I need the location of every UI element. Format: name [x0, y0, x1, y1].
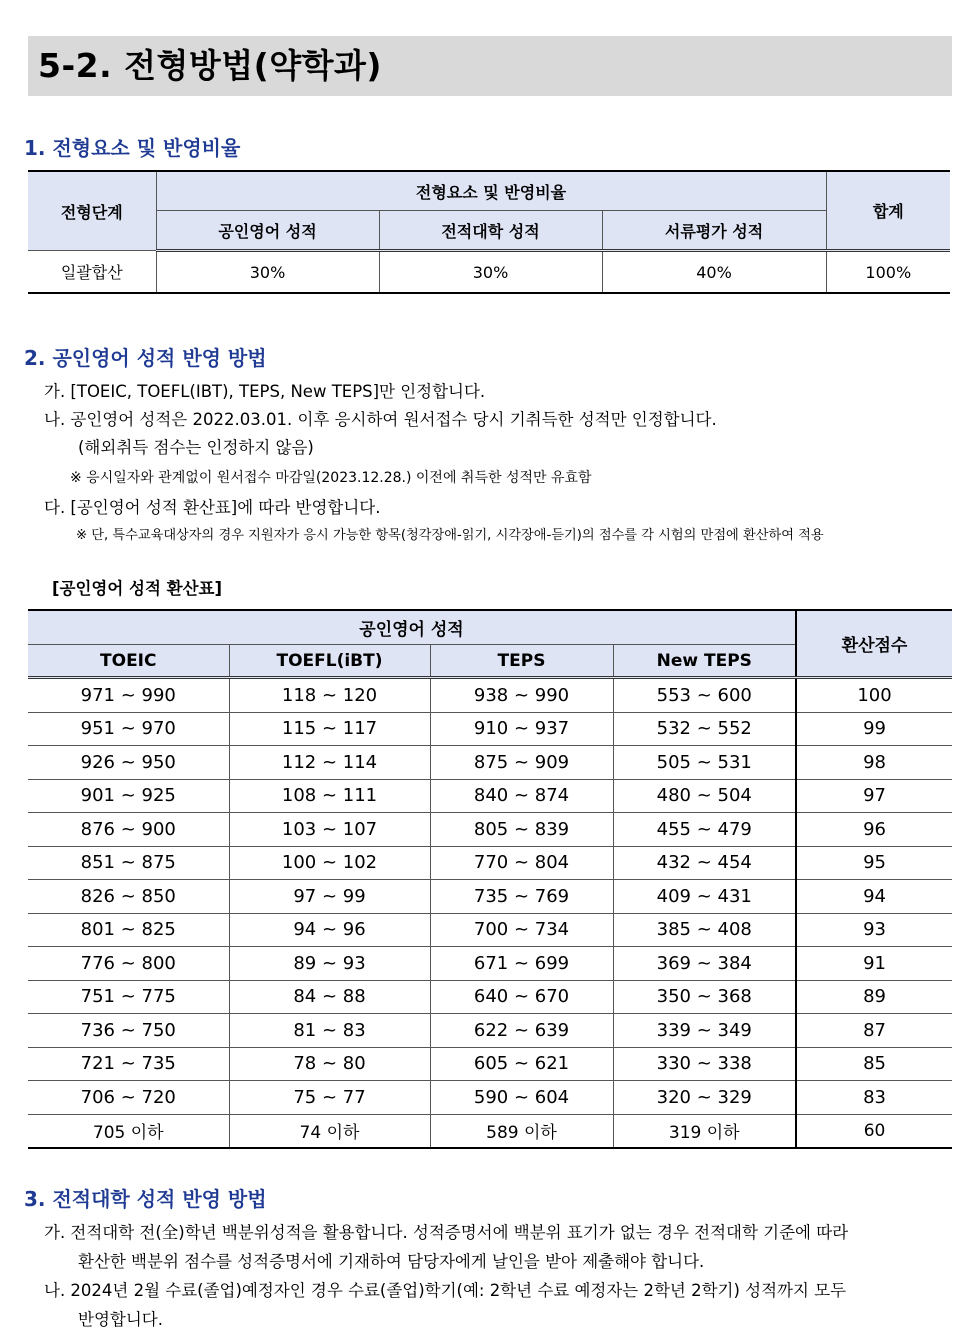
item-da: 다. [공인영어 성적 환산표]에 따라 반영합니다. [44, 498, 381, 517]
cell-range: 339 ~ 349 [613, 1014, 796, 1048]
cell-range: 776 ~ 800 [28, 947, 229, 981]
note-deadline: ※ 응시일자와 관계없이 원서접수 마감일(2023.12.28.) 이전에 취득한 성적만 유효함 [70, 470, 592, 486]
cell-score: 91 [796, 947, 952, 981]
cell-range: 409 ~ 431 [613, 880, 796, 914]
cell-range: 971 ~ 990 [28, 678, 229, 713]
s3-item-ga-line2: 환산한 백분위 점수를 성적증명서에 기재하여 담당자에게 날인을 받아 제출해야 합니다. [78, 1252, 705, 1271]
cell-score: 100 [796, 678, 952, 713]
cell-range: 875 ~ 909 [430, 746, 613, 780]
cell-docs: 40% [602, 251, 826, 294]
item-na: 나. 공인영어 성적은 2022.03.01. 이후 응시하여 원서접수 당시 기취득한 성적만 인정합니다. [44, 410, 717, 429]
cell-score: 97 [796, 779, 952, 813]
table-row [28, 1081, 952, 1115]
cell-range: 951 ~ 970 [28, 712, 229, 746]
cell-range: 589 이하 [430, 1114, 613, 1148]
cell-range: 118 ~ 120 [229, 678, 430, 713]
cell-range: 851 ~ 875 [28, 846, 229, 880]
cell-score: 85 [796, 1047, 952, 1081]
cell-range: 319 이하 [613, 1114, 796, 1148]
item-na-sub: (해외취득 점수는 인정하지 않음) [78, 438, 314, 457]
cell-range: 369 ~ 384 [613, 947, 796, 981]
cell-range: 938 ~ 990 [430, 678, 613, 713]
cell-range: 505 ~ 531 [613, 746, 796, 780]
cell-range: 671 ~ 699 [430, 947, 613, 981]
cell-range: 330 ~ 338 [613, 1047, 796, 1081]
section3-heading: 3. 전적대학 성적 반영 방법 [24, 1187, 267, 1211]
cell-score: 99 [796, 712, 952, 746]
cell-range: 706 ~ 720 [28, 1081, 229, 1115]
cell-range: 876 ~ 900 [28, 813, 229, 847]
ratio-table [28, 170, 950, 294]
cell-score: 60 [796, 1114, 952, 1148]
cell-score: 87 [796, 1014, 952, 1048]
col-english: 공인영어 성적 [156, 211, 379, 251]
table-row [28, 947, 952, 981]
cell-range: 103 ~ 107 [229, 813, 430, 847]
cell-range: 94 ~ 96 [229, 913, 430, 947]
cell-range: 700 ~ 734 [430, 913, 613, 947]
cell-range: 108 ~ 111 [229, 779, 430, 813]
cell-range: 605 ~ 621 [430, 1047, 613, 1081]
table-row [28, 1047, 952, 1081]
cell-score: 95 [796, 846, 952, 880]
table-row [28, 846, 952, 880]
col-stage: 전형단계 [28, 171, 156, 251]
cell-score: 93 [796, 913, 952, 947]
cell-score: 94 [796, 880, 952, 914]
cell-range: 805 ~ 839 [430, 813, 613, 847]
note-special: ※ 단, 특수교육대상자의 경우 지원자가 응시 가능한 항목(청각장애-읽기, 시각장애-듣기)의 점수를 각 시험의 만점에 환산하여 적용 [76, 528, 824, 543]
cell-range: 112 ~ 114 [229, 746, 430, 780]
cell-score: 98 [796, 746, 952, 780]
s3-item-na-line2: 반영합니다. [78, 1310, 163, 1329]
cell-range: 735 ~ 769 [430, 880, 613, 914]
col-header: New TEPS [613, 645, 796, 678]
cell-range: 480 ~ 504 [613, 779, 796, 813]
section1-heading: 1. 전형요소 및 반영비율 [24, 136, 241, 160]
table-row [28, 1114, 952, 1148]
cell-range: 97 ~ 99 [229, 880, 430, 914]
cell-range: 74 이하 [229, 1114, 430, 1148]
table-row [28, 1014, 952, 1048]
cell-score: 96 [796, 813, 952, 847]
cell-range: 721 ~ 735 [28, 1047, 229, 1081]
col-total: 합계 [826, 171, 950, 251]
cell-college: 30% [379, 251, 602, 294]
col-college: 전적대학 성적 [379, 211, 602, 251]
cell-range: 553 ~ 600 [613, 678, 796, 713]
s3-item-na-line1: 나. 2024년 2월 수료(졸업)예정자인 경우 수료(졸업)학기(예: 2학년 수료 예정자는 2학년 2학기) 성적까지 모두 [44, 1281, 847, 1300]
cell-range: 826 ~ 850 [28, 880, 229, 914]
col-header: TEPS [430, 645, 613, 678]
cell-range: 736 ~ 750 [28, 1014, 229, 1048]
cell-range: 115 ~ 117 [229, 712, 430, 746]
cell-total: 100% [826, 251, 950, 294]
table-row [28, 813, 952, 847]
cell-range: 801 ~ 825 [28, 913, 229, 947]
cell-range: 75 ~ 77 [229, 1081, 430, 1115]
item-ga: 가. [TOEIC, TOEFL(IBT), TEPS, New TEPS]만 인정합니다. [44, 382, 486, 401]
col-docs: 서류평가 성적 [602, 211, 826, 251]
cell-range: 455 ~ 479 [613, 813, 796, 847]
conversion-table [28, 609, 952, 1149]
group-header: 공인영어 성적 [28, 610, 796, 645]
page-title: 5-2. 전형방법(약학과) [38, 46, 382, 85]
s3-item-ga-line1: 가. 전적대학 전(全)학년 백분위성적을 활용합니다. 성적증명서에 백분위 표기가 없는 경우 전적대학 기준에 따라 [44, 1223, 849, 1242]
section2-heading: 2. 공인영어 성적 반영 방법 [24, 346, 267, 370]
cell-range: 840 ~ 874 [430, 779, 613, 813]
table-row [28, 712, 952, 746]
cell-range: 770 ~ 804 [430, 846, 613, 880]
cell-stage: 일괄합산 [28, 251, 156, 294]
cell-score: 83 [796, 1081, 952, 1115]
table-row [28, 980, 952, 1014]
cell-range: 350 ~ 368 [613, 980, 796, 1014]
table-row [28, 746, 952, 780]
table-row [28, 251, 950, 294]
cell-range: 100 ~ 102 [229, 846, 430, 880]
cell-range: 622 ~ 639 [430, 1014, 613, 1048]
cell-range: 84 ~ 88 [229, 980, 430, 1014]
title-bar [28, 36, 952, 96]
cell-range: 926 ~ 950 [28, 746, 229, 780]
cell-range: 910 ~ 937 [430, 712, 613, 746]
cell-range: 78 ~ 80 [229, 1047, 430, 1081]
cell-range: 385 ~ 408 [613, 913, 796, 947]
table-row [28, 913, 952, 947]
table-row [28, 779, 952, 813]
cell-range: 89 ~ 93 [229, 947, 430, 981]
cell-range: 901 ~ 925 [28, 779, 229, 813]
cell-range: 751 ~ 775 [28, 980, 229, 1014]
cell-range: 640 ~ 670 [430, 980, 613, 1014]
score-header: 환산점수 [796, 610, 952, 678]
col-header: TOEFL(iBT) [229, 645, 430, 678]
cell-range: 705 이하 [28, 1114, 229, 1148]
cell-score: 89 [796, 980, 952, 1014]
cell-english: 30% [156, 251, 379, 294]
conversion-table-title: [공인영어 성적 환산표] [52, 579, 223, 598]
cell-range: 590 ~ 604 [430, 1081, 613, 1115]
cell-range: 432 ~ 454 [613, 846, 796, 880]
cell-range: 320 ~ 329 [613, 1081, 796, 1115]
col-group: 전형요소 및 반영비율 [156, 171, 826, 211]
cell-range: 532 ~ 552 [613, 712, 796, 746]
cell-range: 81 ~ 83 [229, 1014, 430, 1048]
table-row [28, 880, 952, 914]
col-header: TOEIC [28, 645, 229, 678]
table-row [28, 678, 952, 713]
